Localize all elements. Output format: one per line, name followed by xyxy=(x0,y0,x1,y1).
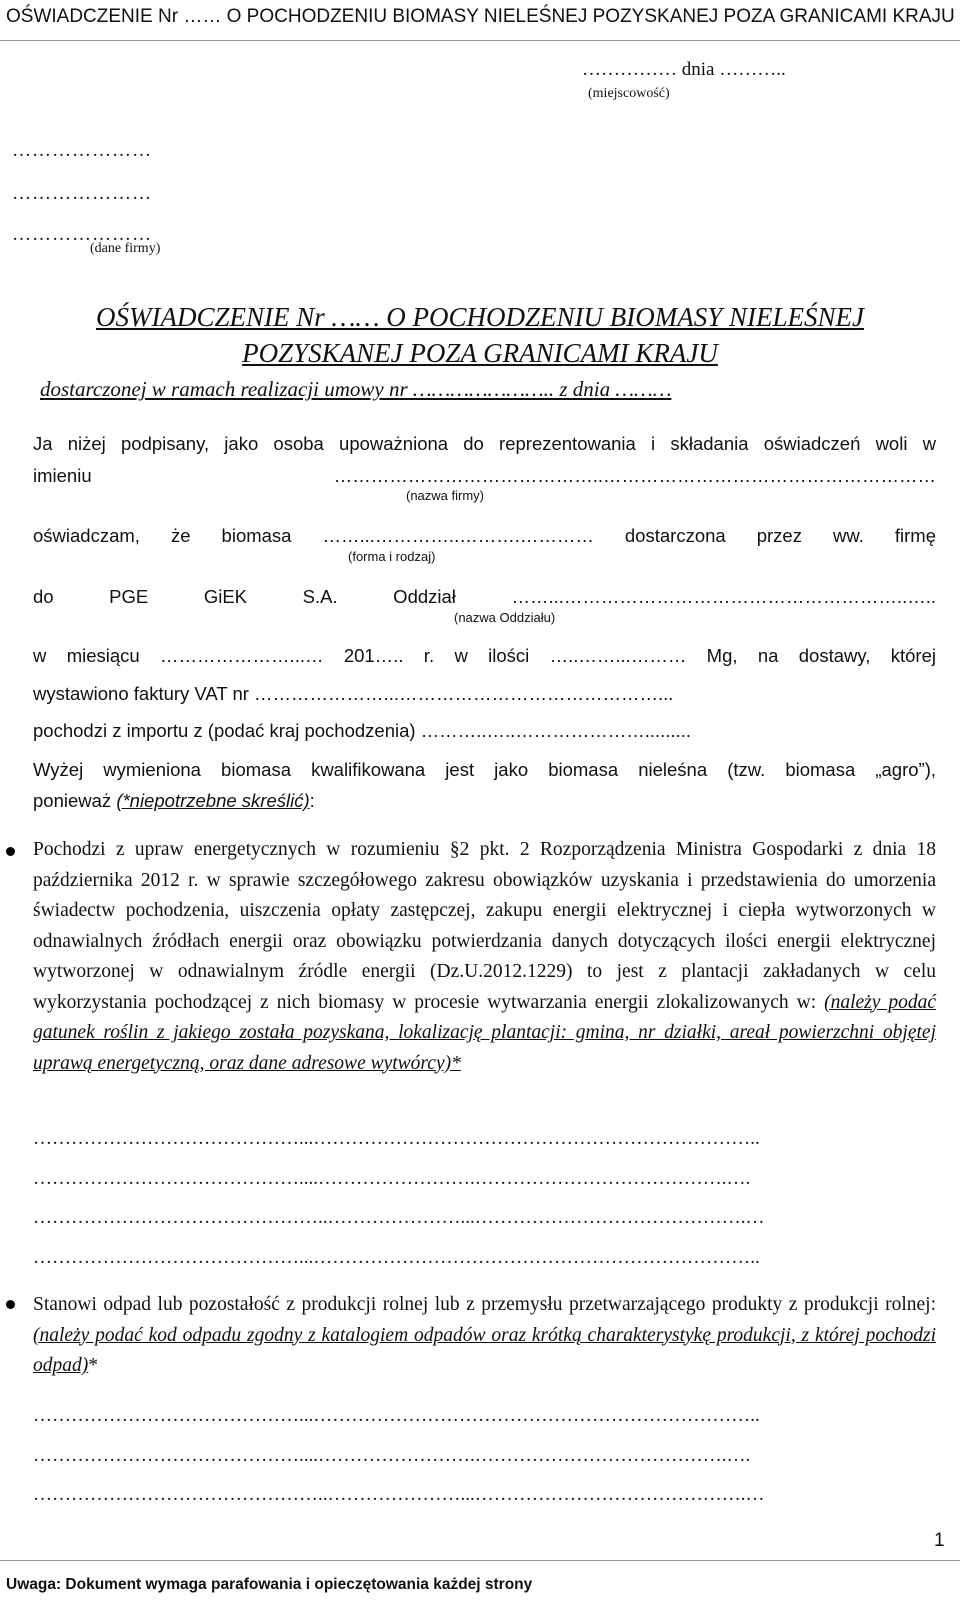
waste-star: * xyxy=(88,1355,98,1376)
waste-note: (należy podać kod odpadu zgodny z katalogiem odpadów oraz krótką charakterystykę produkcji, z której pochodzi odpad) xyxy=(33,1324,936,1376)
energy-crops-text: Pochodzi z upraw energetycznych w rozumieniu §2 pkt. 2 Rozporządzenia Ministra Gospodarki z dnia 18 października 2012 r. w sprawie szczegółowego zakresu obowiązków uzyskania i przedstawienia do umorzenia świadectw pochodzenia, uiszczenia opłaty zastępczej, zakupu energii elektrycznej i ciepła wytworzonych w odnawialnych źródłach energii oraz obowiązku potwierdzania danych dotyczących ilości energii elektrycznej wytworzonej w odnawialnym źródle energii (Dz.U.2012.1229) to jest z plantacji zakładanych w celu wykorzystania pochodzącej z nich biomasy w procesie wytwarzania energii zlokalizowanych w: xyxy=(33,839,936,1013)
intro-line-2: imieniu ……………………………………..……………………………………………… xyxy=(33,465,936,486)
invoice-line: wystawiono faktury VAT nr …………………...……………………………………... xyxy=(33,683,674,704)
bullet-2-dots-3: ………………………………………..…………………...…………………………………….… xyxy=(33,1484,765,1505)
bullet-1-dots-1: ……………………………………...…………………………………………………………….. xyxy=(33,1128,760,1149)
place-caption: (miejscowość) xyxy=(588,86,670,101)
qualifies-text: ponieważ xyxy=(33,790,117,811)
month-line: w miesiącu …………………...… 201….. r. w ilości …..……...……… Mg, na dostawy, której xyxy=(33,645,936,666)
qualifies-colon: : xyxy=(309,790,315,811)
intro-line-1: Ja niżej podpisany, jako osoba upoważniona do reprezentowania i składania oświadczeń woli w xyxy=(33,433,936,454)
page-number: 1 xyxy=(934,1530,945,1551)
bullet-1-dots-3: ………………………………………..…………………...…………………………………….… xyxy=(33,1207,765,1228)
energy-crops-note: (należy podać gatunek roślin z jakiego została pozyskana, lokalizację plantacji: gmina, nr działki, areał powierzchni objętej uprawą energetyczną, oraz dane adresowe wytwórcy)* xyxy=(33,991,937,1074)
firm-caption: (nazwa firmy) xyxy=(406,488,485,503)
document-title-line-2: POZYSKANEJ POZA GRANICAMI KRAJU xyxy=(242,338,718,368)
kind-caption: (forma i rodzaj) xyxy=(348,549,436,564)
bullet-1-dots-2: ……………………………………....…………………….………………………………….…. xyxy=(33,1168,751,1189)
bullet-2-dots-2: ……………………………………....…………………….………………………………….…. xyxy=(33,1445,751,1466)
branch-line: do PGE GiEK S.A. Oddział ……...………………………………………………..….. xyxy=(33,586,936,607)
biomass-line: oświadczam, że biomasa ……...…………..……….………… dostarczona przez ww. firmę xyxy=(33,525,936,546)
footer-note: Uwaga: Dokument wymaga parafowania i opieczętowania każdej strony xyxy=(6,1576,533,1593)
place-date-line: …………… dnia ……….. xyxy=(582,59,786,80)
running-header-title: OŚWIADCZENIE Nr …… O POCHODZENIU BIOMASY NIELEŚNEJ POZYSKANEJ POZA GRANICAMI KRAJU xyxy=(6,6,955,27)
running-header xyxy=(0,0,960,41)
document-title-line-1: OŚWIADCZENIE Nr …… O POCHODZENIU BIOMASY NIELEŚNEJ xyxy=(96,302,864,332)
strike-note: (*niepotrzebne skreślić) xyxy=(116,790,310,811)
bullet-dot-1 xyxy=(6,847,15,856)
document-subtitle: dostarczonej w ramach realizacji umowy nr ………………….. z dnia ……… xyxy=(40,377,672,401)
qualifies-line-1: Wyżej wymieniona biomasa kwalifikowana jest jako biomasa nieleśna (tzw. biomasa „agro”), xyxy=(33,759,936,780)
waste-text: Stanowi odpad lub pozostałość z produkcji rolnej lub z przemysłu przetwarzającego produkty z produkcji rolnej: xyxy=(33,1294,936,1315)
bullet-2-dots-1: ……………………………………...…………………………………………………………….. xyxy=(33,1405,760,1426)
import-line: pochodzi z importu z (podać kraj pochodzenia) ………..…..…………………......... xyxy=(33,720,691,741)
company-line-3: ………………… xyxy=(12,224,152,245)
qualifies-line-2 xyxy=(33,790,315,812)
company-line-2: ………………… xyxy=(12,183,152,204)
bullet-1-text xyxy=(33,835,936,1079)
footer-divider xyxy=(0,1560,960,1561)
branch-caption: (nazwa Oddziału) xyxy=(454,610,556,625)
company-caption: (dane firmy) xyxy=(90,241,161,256)
company-line-1: ………………… xyxy=(12,140,152,161)
bullet-1-dots-4: ……………………………………...…………………………………………………………….. xyxy=(33,1247,760,1268)
bullet-2-text xyxy=(33,1290,936,1382)
bullet-dot-2 xyxy=(6,1300,15,1309)
